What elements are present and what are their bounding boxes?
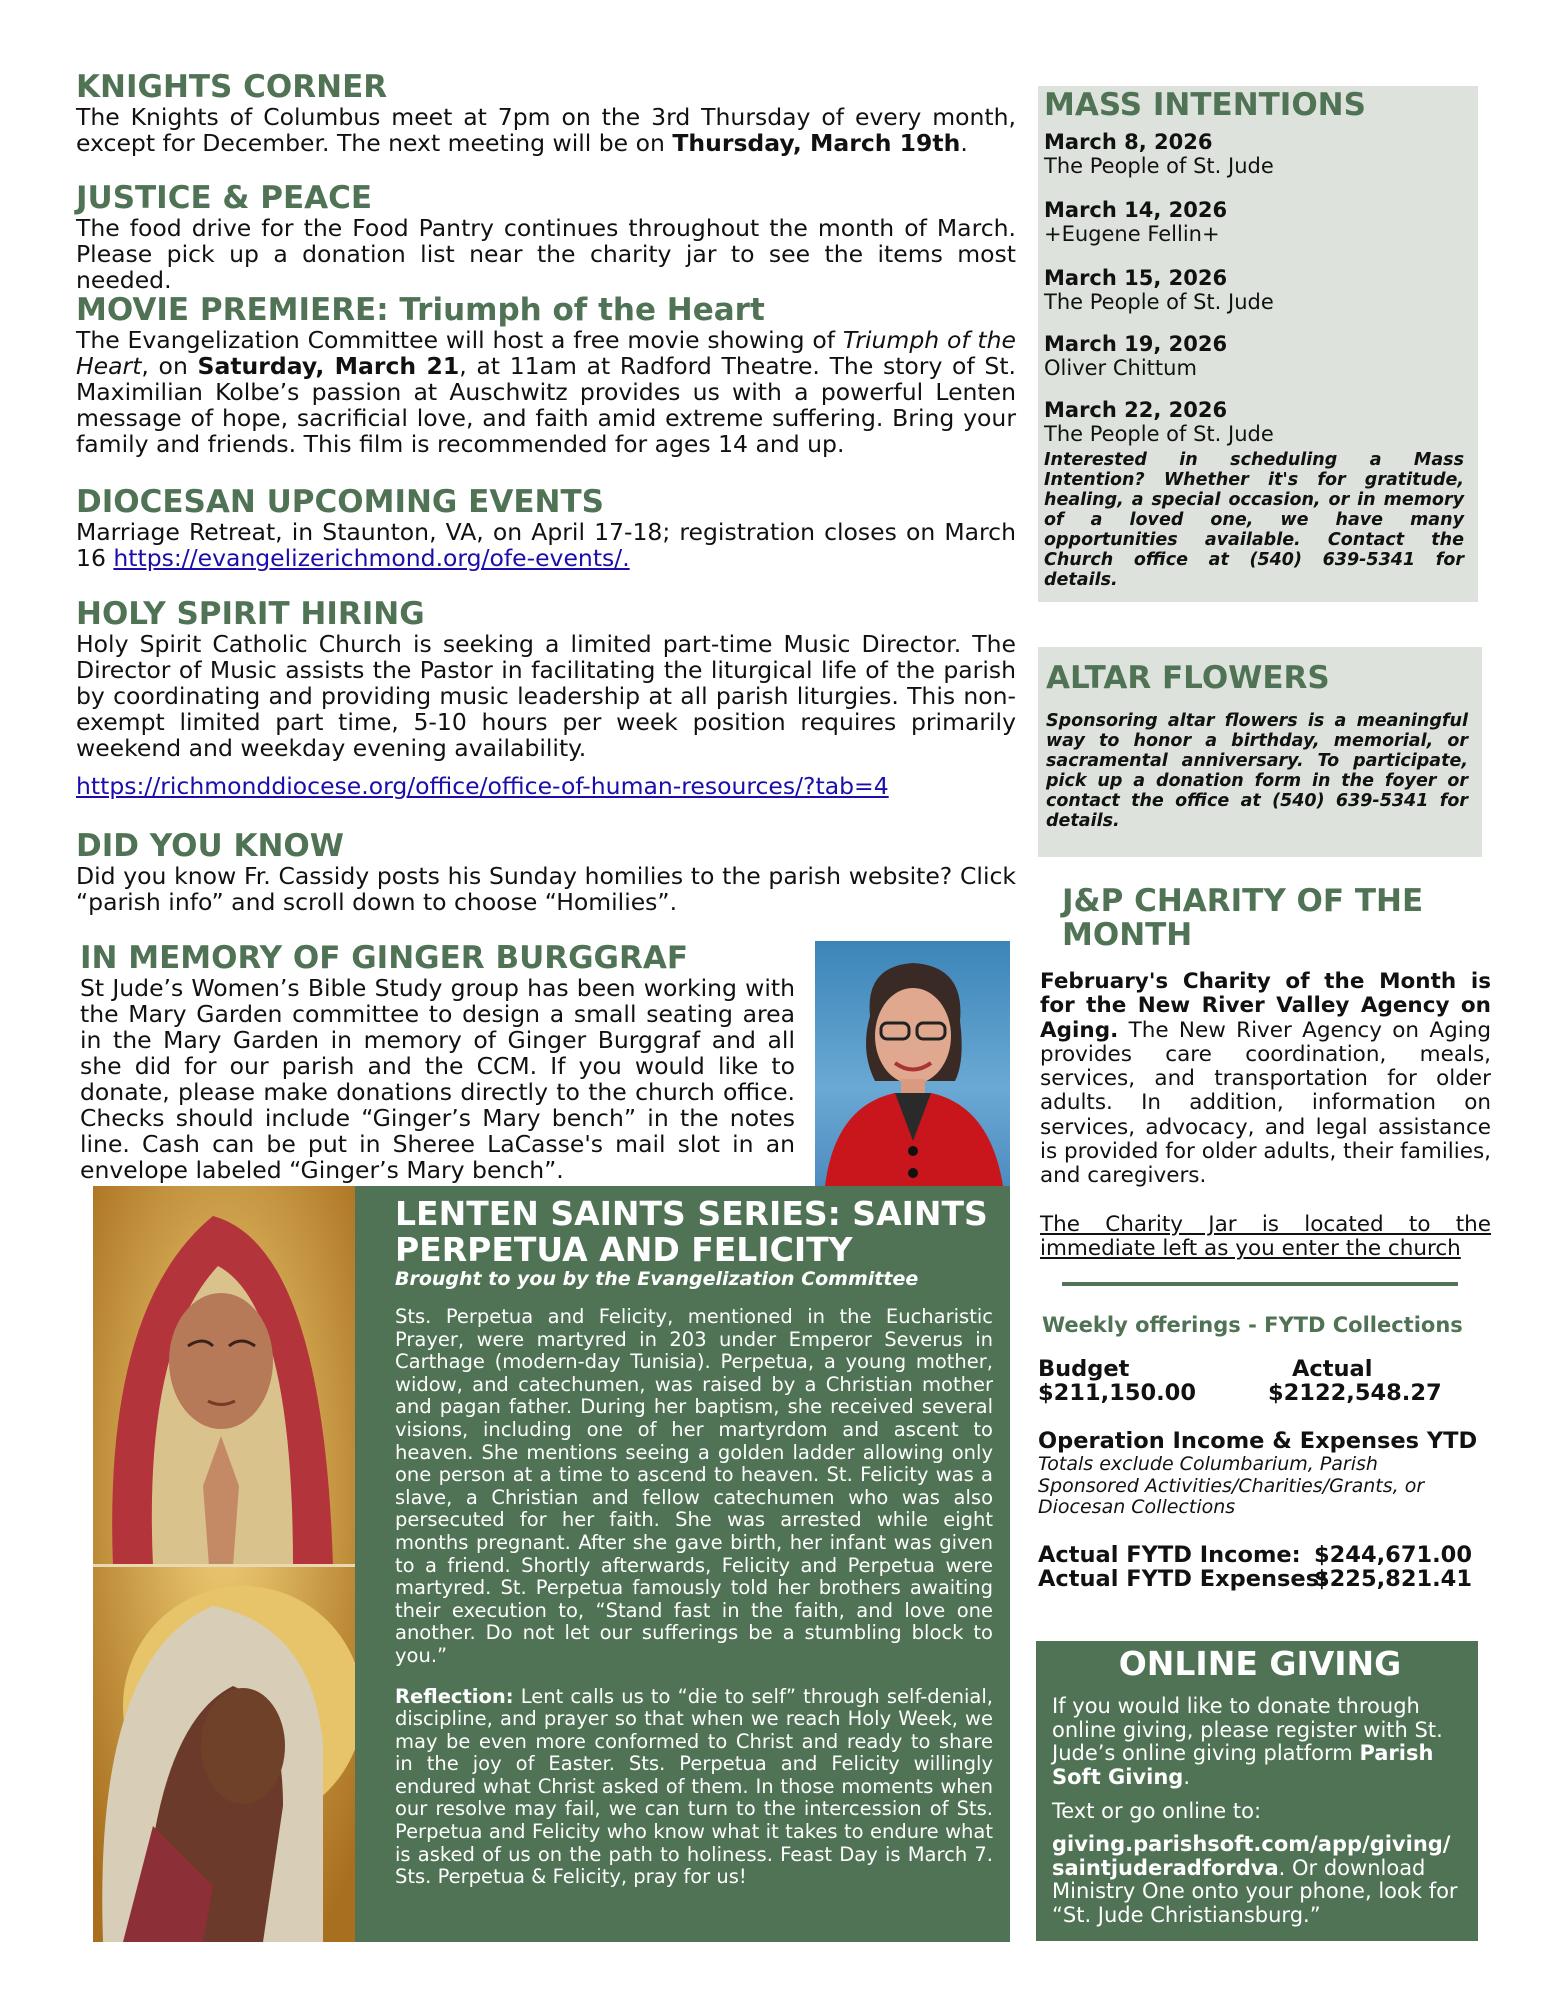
knights-text: The Knights of Columbus meet at 7pm on the 3rd Thursday of every month, except for December. The next meeting will be on Thursday, March 19th. xyxy=(76,103,1016,157)
diocesan-link[interactable]: https://evangelizerichmond.org/ofe-events/. xyxy=(113,544,630,572)
offerings-title: Weekly offerings - FYTD Collections xyxy=(1042,1313,1463,1337)
mass-name: Oliver Chittum xyxy=(1044,356,1197,380)
mass-name: The People of St. Jude xyxy=(1044,290,1274,314)
mass-note: Interested in scheduling a Mass Intention? Whether it's for gratitude, healing, a special occasion, or in memory of a loved one, we have many opportunities available. Contact the Church office at (540) 639-5341 for details. xyxy=(1044,450,1464,590)
didyouknow-text: Did you know Fr. Cassidy posts his Sunday homilies to the parish website? Click “parish info” and scroll down to choose “Homilies”. xyxy=(76,862,1016,916)
giving-title: ONLINE GIVING xyxy=(1118,1644,1402,1683)
hiring-text: Holy Spirit Catholic Church is seeking a limited part-time Music Director. The Director of Music assists the Pastor in facilitating the liturgical life of the parish by coordinating and providing music leadership at all parish liturgies. This non-exempt limited part time, 5-10 hours per week position requires primarily weekend and weekday evening availability. xyxy=(76,630,1016,762)
mass-entry xyxy=(1044,398,1464,446)
altar-flowers-box xyxy=(1038,647,1482,857)
saints-reflection: Reflection: Lent calls us to “die to self” through self-denial, discipline, and prayer so that when we reach Holy Week, we may be even more conformed to Christ and ready to share in the joy of Easter. Sts. Perpetua and Felicity willingly endured what Christ asked of them. In those moments when our resolve may fail, we can turn to the intercession of Sts. Perpetua and Felicity who know what it takes to endure what is asked of us on the path to holiness. Feast Day is March 7. Sts. Perpetua & Felicity, pray for us! xyxy=(395,1684,993,1889)
portrait-svg xyxy=(815,941,1010,1186)
charity-text: February's Charity of the Month is for the New River Valley Agency on Aging. The New River Agency on Aging provides care coordination, meals, services, and transportation for older adults. In addition, information on services, advocacy, and legal assistance is provided for older adults, their families, and caregivers. xyxy=(1040,969,1491,1189)
expenses-value: $225,821.41 xyxy=(1314,1565,1472,1592)
mass-date: March 22, 2026 xyxy=(1044,398,1228,422)
giving-text3: giving.parishsoft.com/app/giving/ saintjuderadfordva. Or download Ministry One onto your phone, look for “St. Jude Christiansburg.” xyxy=(1052,1832,1458,1927)
flowers-title: ALTAR FLOWERS xyxy=(1046,660,1330,696)
memory-title: IN MEMORY OF GINGER BURGGRAF xyxy=(80,940,689,976)
hiring-link-para xyxy=(76,773,1016,799)
giving-text2: Text or go online to: xyxy=(1052,1799,1262,1823)
mass-entry xyxy=(1044,198,1464,246)
mass-date: March 8, 2026 xyxy=(1044,130,1213,154)
justice-text: The food drive for the Food Pantry continues throughout the month of March. Please pick up a donation list near the charity jar to see the items most needed. xyxy=(76,214,1016,294)
hiring-title: HOLY SPIRIT HIRING xyxy=(76,596,425,632)
income-value: $244,671.00 xyxy=(1314,1541,1472,1568)
mass-title: MASS INTENTIONS xyxy=(1044,87,1366,123)
saints-box xyxy=(355,1186,1010,1942)
knights-section xyxy=(76,70,1016,156)
budget-value: $211,150.00 xyxy=(1038,1380,1196,1406)
charity-section xyxy=(1040,884,1491,1261)
mass-name: +Eugene Fellin+ xyxy=(1044,222,1220,246)
movie-title: MOVIE PREMIERE: Triumph of the Heart xyxy=(76,292,765,328)
income-label: Actual FYTD Income: xyxy=(1038,1541,1301,1568)
mass-entry xyxy=(1044,332,1464,380)
mass-name: The People of St. Jude xyxy=(1044,422,1274,446)
saints-body: Sts. Perpetua and Felicity, mentioned in the Eucharistic Prayer, were martyred in 203 under Emperor Severus in Carthage (modern-day Tunisia). Perpetua, a young mother, widow, and catechumen, was raised by a Christian mother and pagan father. During her baptism, she received several visions, including one of her martyrdom and ascent to heaven. She mentions seeing a golden ladder allowing only one person at a time to ascend to heaven. St. Felicity was a slave, a Christian and fellow catechumen who was also persecuted for her faith. She was arrested while eight months pregnant. After she gave birth, her infant was given to a friend. Shortly afterwards, Felicity and Perpetua were martyred. St. Perpetua famously told her brothers awaiting their execution to, “Stand fast in the faith, and love one another. Do not let our sufferings be a stumbling block to you.” xyxy=(395,1305,993,1667)
saints-image xyxy=(93,1186,355,1942)
giving-url[interactable]: giving.parishsoft.com/app/giving/ saintjuderadfordva xyxy=(1052,1832,1451,1880)
budget-actual xyxy=(1038,1357,1488,1407)
didyouknow-title: DID YOU KNOW xyxy=(76,828,344,864)
memory-section xyxy=(80,941,795,1183)
knights-title: KNIGHTS CORNER xyxy=(76,69,388,105)
mass-entry xyxy=(1044,266,1464,314)
movie-text: The Evangelization Committee will host a free movie showing of Triumph of the Heart, on Saturday, March 21, at 11am at Radford Theatre. The story of St. Maximilian Kolbe’s passion at Auschwitz provides us with a powerful Lenten message of hope, sacrificial love, and faith amid extreme suffering. Bring your family and friends. This film is recommended for ages 14 and up. xyxy=(76,326,1016,458)
saints-title: LENTEN SAINTS SERIES: SAINTS PERPETUA AND FELICITY xyxy=(395,1194,988,1269)
saints-svg xyxy=(93,1186,355,1942)
mass-date: March 14, 2026 xyxy=(1044,198,1228,222)
diocesan-text: Marriage Retreat, in Staunton, VA, on April 17-18; registration closes on March 16 https://evangelizerichmond.org/ofe-events/. xyxy=(76,518,1016,572)
diocesan-section xyxy=(76,485,1016,571)
ginger-photo xyxy=(815,941,1010,1186)
justice-section xyxy=(76,181,1016,293)
mass-entry xyxy=(1044,130,1464,178)
budget-label: Budget xyxy=(1038,1356,1130,1382)
flowers-text: Sponsoring altar flowers is a meaningful way to honor a birthday, memorial, or sacramental anniversary. To participate, pick up a donation form in the foyer or contact the office at (540) 639-5341 for details. xyxy=(1046,711,1468,831)
diocesan-title: DIOCESAN UPCOMING EVENTS xyxy=(76,484,604,520)
mass-intentions-box xyxy=(1038,86,1478,602)
charity-jar: The Charity Jar is located to the immediate left as you enter the church xyxy=(1040,1211,1491,1261)
saints-subtitle: Brought to you by the Evangelization Committee xyxy=(395,1268,919,1290)
didyouknow-section xyxy=(76,829,1016,915)
mass-date: March 19, 2026 xyxy=(1044,332,1228,356)
actual-value: $2122,548.27 xyxy=(1268,1380,1442,1406)
charity-divider xyxy=(1062,1282,1458,1286)
justice-title: JUSTICE & PEACE xyxy=(76,180,373,216)
giving-text1: If you would like to donate through online giving, please register with St. Jude’s online giving platform Parish Soft Giving. xyxy=(1052,1694,1443,1789)
expenses-label: Actual FYTD Expenses: xyxy=(1038,1565,1329,1592)
offerings-section xyxy=(1038,1313,1488,1593)
movie-section xyxy=(76,293,1016,457)
online-giving-box xyxy=(1036,1641,1478,1941)
memory-text: St Jude’s Women’s Bible Study group has been working with the Mary Garden committee to design a small seating area in the Mary Garden in memory of Ginger Burggraf and all she did for our parish and the CCM. If you would like to donate, please make donations directly to the church office. Checks should include “Ginger’s Mary bench” in the notes line. Cash can be put in Sheree LaCasse's mail slot in an envelope labeled “Ginger’s Mary bench”. xyxy=(80,974,795,1184)
fytd-totals xyxy=(1038,1543,1488,1593)
mass-name: The People of St. Jude xyxy=(1044,154,1274,178)
op-note: Totals exclude Columbarium, Parish Sponsored Activities/Charities/Grants, or Diocesan Collections xyxy=(1038,1453,1425,1518)
hiring-section xyxy=(76,597,1016,799)
mass-date: March 15, 2026 xyxy=(1044,266,1228,290)
hiring-link[interactable]: https://richmonddiocese.org/office/office-of-human-resources/?tab=4 xyxy=(76,772,889,800)
charity-title: J&P CHARITY OF THE MONTH xyxy=(1062,883,1424,953)
actual-label: Actual xyxy=(1292,1356,1373,1382)
op-title: Operation Income & Expenses YTD xyxy=(1038,1428,1478,1454)
